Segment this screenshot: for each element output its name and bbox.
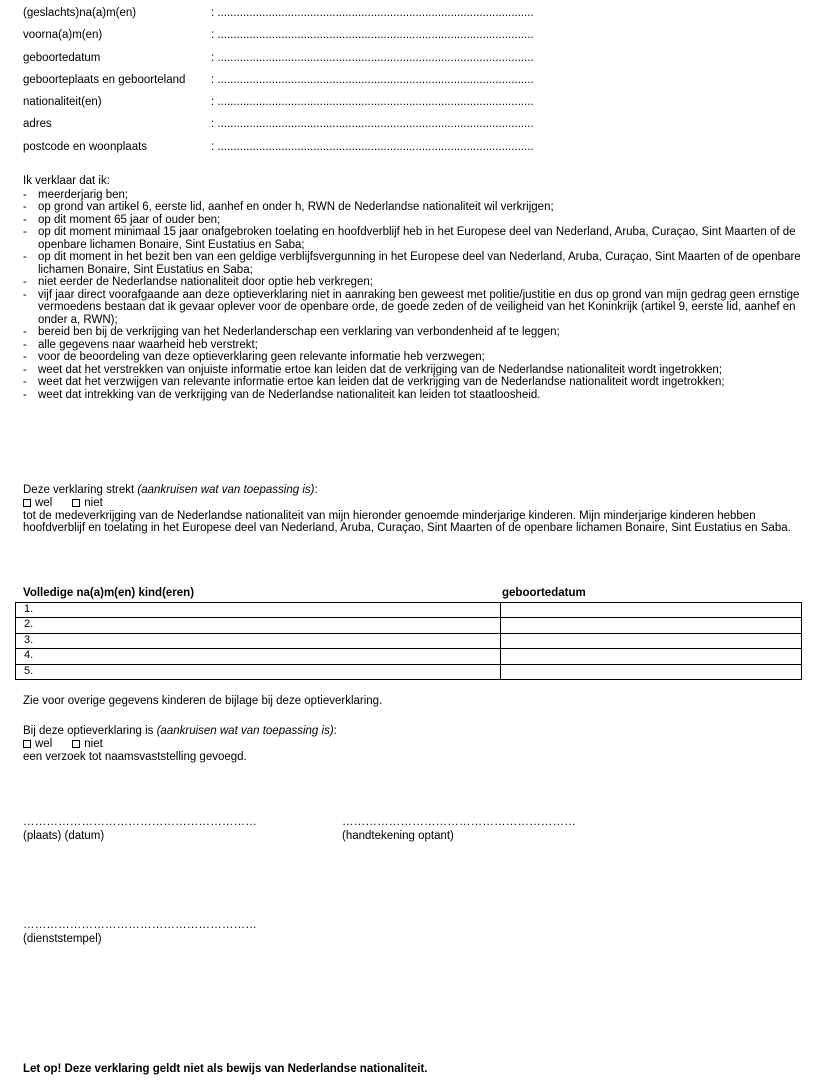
service-stamp-label: (dienststempel)	[23, 933, 102, 945]
field-fill-line: : ...................................................................................................	[211, 7, 534, 19]
field-label: geboortedatum	[23, 51, 101, 64]
children-names-header: Volledige na(a)m(en) kind(eren)	[23, 587, 195, 599]
declaration-item: - weet dat het verzwijgen van relevante informatie ertoe kan leiden dat de verkrijging van de Nederlandse nationaliteit wordt ingetrokken;	[23, 376, 803, 389]
declaration-item: - vijf jaar direct voorafgaande aan deze optieverklaring niet in aanraking ben geweest met politie/justitie en dus op grond van mijn gedrag geen ernstige vermoedens bestaan dat ik gevaar oplever voor de openbare orde, de goede zeden of de veiligheid van het Koninkrijk (artikel 9, eerste lid, aanhef en onder a, RWN);	[23, 289, 803, 327]
warning-note: Let op! Deze verklaring geldt niet als bewijs van Nederlandse nationaliteit.	[23, 1063, 428, 1075]
field-fill-line: : ...................................................................................................	[211, 140, 534, 153]
child-name-cell[interactable]: 2.	[16, 618, 501, 633]
signature-line: ……………………………………………………	[23, 919, 257, 931]
declaration-item: - op dit moment minimaal 15 jaar onafgebroken toelating en hoofdverblijf heb in het Europese deel van Nederland, Aruba, Curaçao, Sint Maarten of de openbare lichamen Bonaire, Sint Eustatius en Saba;	[23, 226, 803, 251]
name-request-body: een verzoek tot naamsvaststelling gevoegd.	[23, 750, 247, 763]
field-fill-line: : ...................................................................................................	[211, 73, 534, 86]
child-name-cell[interactable]: 1.	[16, 603, 501, 618]
scope-lead-colon: :	[314, 484, 318, 496]
field-label: (geslachts)na(a)m(en)	[23, 7, 137, 19]
field-label: adres	[23, 118, 52, 131]
children-birthdate-header: geboortedatum	[502, 587, 586, 599]
checkbox-niet[interactable]	[72, 499, 80, 507]
child-birthdate-cell[interactable]	[501, 649, 802, 664]
field-label: nationaliteit(en)	[23, 96, 102, 109]
child-name-cell[interactable]: 4.	[16, 649, 501, 664]
place-date-label: (plaats) (datum)	[23, 830, 105, 842]
checkbox-wel-label: wel	[35, 737, 53, 750]
table-row	[16, 618, 802, 633]
children-table-header	[23, 587, 803, 601]
field-row-address	[23, 114, 643, 136]
field-fill-line: : ...................................................................................................	[211, 51, 534, 64]
field-label: postcode en woonplaats	[23, 140, 148, 153]
declaration-item: - op dit moment 65 jaar of ouder ben;	[23, 214, 803, 227]
place-date-signature	[23, 815, 257, 843]
name-request-lead-hint: (aankruisen wat van toepassing is)	[156, 725, 334, 737]
declaration-item: - bereid ben bij de verkrijging van het Nederlanderschap een verklaring van verbondenheid af te leggen;	[23, 326, 803, 339]
field-fill-line: : ...................................................................................................	[211, 29, 534, 42]
declaration-item: - op grond van artikel 6, eerste lid, aanhef en onder h, RWN de Nederlandse nationaliteit wil verkrijgen;	[23, 201, 803, 214]
scope-lead	[23, 484, 803, 497]
signature-line: ……………………………………………………	[342, 816, 576, 828]
checkbox-niet-label: niet	[84, 737, 103, 750]
declaration-item: - weet dat het verstrekken van onjuiste informatie ertoe kan leiden dat de verkrijging van de Nederlandse nationaliteit wordt ingetrokken;	[23, 364, 803, 377]
declaration-item: - op dit moment in het bezit ben van een geldige verblijfsvergunning in het Europese deel van Nederland, Aruba, Curaçao, Sint Maarten of de openbare lichamen Bonaire, Sint Eustatius en Saba;	[23, 251, 803, 276]
field-row-surname	[23, 3, 643, 25]
field-row-birthdate	[23, 48, 643, 70]
scope-section	[23, 484, 803, 535]
field-row-nationality	[23, 92, 643, 114]
field-row-birthplace	[23, 70, 643, 92]
child-birthdate-cell[interactable]	[501, 618, 802, 633]
optant-signature-label: (handtekening optant)	[342, 830, 454, 842]
personal-details	[23, 3, 643, 159]
appendix-note: Zie voor overige gegevens kinderen de bijlage bij deze optieverklaring.	[23, 695, 383, 707]
scope-lead-hint: (aankruisen wat van toepassing is)	[137, 484, 315, 496]
field-fill-line: : ...................................................................................................	[211, 118, 534, 131]
declaration-item: - niet eerder de Nederlandse nationaliteit door optie heb verkregen;	[23, 276, 803, 289]
declaration-item: - weet dat intrekking van de verkrijging van de Nederlandse nationaliteit kan leiden tot staatloosheid.	[23, 389, 803, 402]
field-row-given-names	[23, 25, 643, 47]
declaration-item: - voor de beoordeling van deze optieverklaring geen relevante informatie heb verzwegen;	[23, 351, 803, 364]
child-name-cell[interactable]: 5.	[16, 664, 501, 679]
optant-signature	[342, 815, 576, 843]
name-request-section	[23, 725, 337, 763]
field-row-postcode	[23, 137, 643, 159]
declaration-item: - alle gegevens naar waarheid heb verstrekt;	[23, 339, 803, 352]
scope-options	[23, 497, 803, 510]
child-birthdate-cell[interactable]	[501, 603, 802, 618]
checkbox-niet[interactable]	[72, 740, 80, 748]
field-label: geboorteplaats en geboorteland	[23, 73, 186, 86]
table-row	[16, 664, 802, 679]
scope-body: tot de medeverkrijging van de Nederlandse nationaliteit van mijn hieronder genoemde minderjarige kinderen. Mijn minderjarige kinderen hebben hoofdverblijf en toelating in het Europese deel van Nederland, Aruba, Curaçao, Sint Maarten of de openbare lichamen Bonaire, Sint Eustatius en Saba.	[23, 509, 791, 534]
child-birthdate-cell[interactable]	[501, 664, 802, 679]
children-table	[15, 602, 802, 680]
name-request-lead-text: Bij deze optieverklaring is	[23, 725, 157, 737]
service-stamp	[23, 918, 257, 946]
scope-lead-text: Deze verklaring strekt	[23, 484, 138, 496]
declaration-item: - meerderjarig ben;	[23, 189, 803, 202]
table-row	[16, 603, 802, 618]
child-name-cell[interactable]: 3.	[16, 633, 501, 648]
field-fill-line: : ...................................................................................................	[211, 96, 534, 109]
declaration-intro: Ik verklaar dat ik:	[23, 175, 110, 187]
declaration	[23, 175, 803, 401]
name-request-lead-colon: :	[333, 725, 337, 737]
signature-line: ……………………………………………………	[23, 816, 257, 828]
checkbox-wel[interactable]	[23, 740, 31, 748]
checkbox-wel-label: wel	[35, 496, 53, 509]
field-label: voorna(a)m(en)	[23, 29, 103, 42]
name-request-lead	[23, 725, 337, 738]
declaration-list	[23, 189, 803, 402]
child-birthdate-cell[interactable]	[501, 633, 802, 648]
table-row	[16, 649, 802, 664]
checkbox-wel[interactable]	[23, 499, 31, 507]
checkbox-niet-label: niet	[84, 496, 103, 509]
name-request-options	[23, 738, 337, 751]
table-row	[16, 633, 802, 648]
